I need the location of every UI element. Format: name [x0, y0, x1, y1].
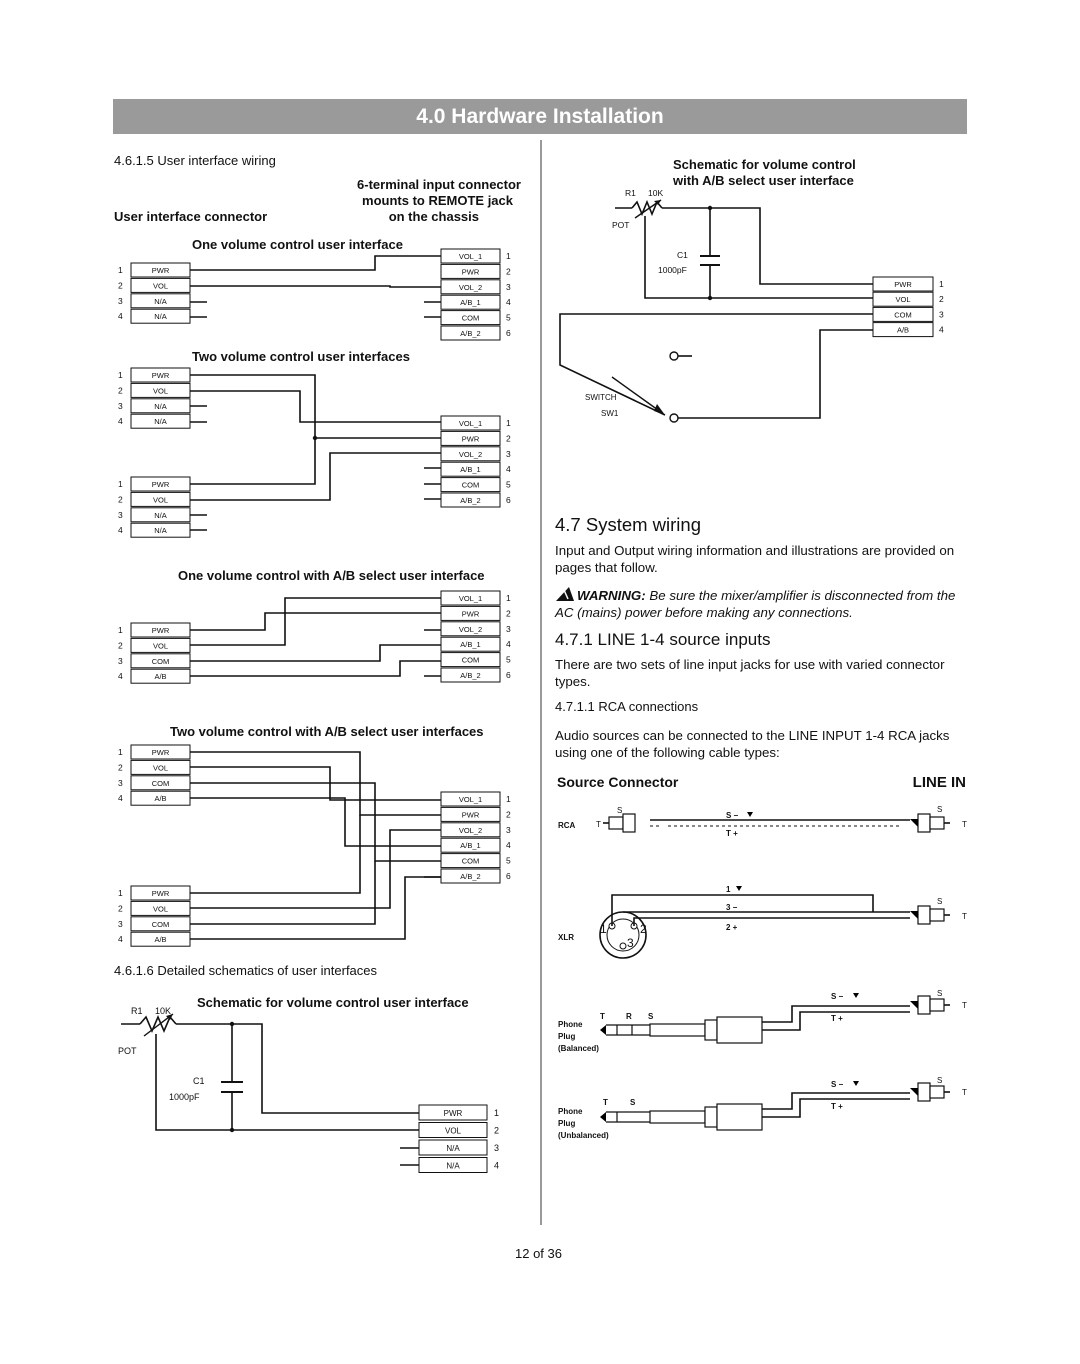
pin-number: 2: [494, 1125, 500, 1136]
pin-number: 1: [118, 888, 123, 898]
phone-bal-3: (Balanced): [558, 1044, 599, 1053]
pin-number: 4: [506, 464, 511, 475]
phone-sleeve: [650, 1111, 705, 1123]
pin-label: PWR: [894, 280, 912, 289]
lbl-t: T: [600, 1012, 605, 1021]
pin-number: 3: [118, 918, 123, 929]
phone-body: [717, 1104, 762, 1130]
pin-number: 3: [118, 655, 123, 666]
lbl-s: S: [617, 806, 623, 815]
pin-number: 3: [506, 281, 511, 292]
pin-label-vol1: VOL_1: [458, 252, 483, 261]
pin-label-ab1: A/B_1: [460, 640, 481, 650]
pin-label-pwr: PWR: [461, 434, 480, 444]
pin-label-com: COM: [151, 778, 170, 788]
pin-number: 2: [118, 762, 123, 773]
title-schematic-ab-line2: with A/B select user interface: [673, 173, 854, 188]
resistor-r1: [140, 1017, 176, 1031]
pin-label-vol1: VOL_1: [458, 419, 483, 428]
six-terminal-line2: mounts to REMOTE jack: [362, 193, 513, 208]
pin-number: 6: [506, 328, 511, 338]
pin-number: 1: [494, 1108, 500, 1118]
pot-label: POT: [118, 1046, 137, 1056]
sw1-label: SW1: [601, 409, 619, 418]
pin-number: 1: [506, 593, 511, 603]
pin-label-com: COM: [461, 480, 480, 490]
pin-number: 3: [118, 295, 123, 306]
pin-label: COM: [894, 310, 912, 320]
junction-dot: [230, 1128, 234, 1132]
wire-ab: [678, 330, 873, 418]
pin-label-com: COM: [151, 919, 170, 929]
wire-pwr-b: [190, 815, 360, 893]
lbl-t: T: [596, 820, 601, 829]
pin-label-ab2: A/B_2: [460, 329, 481, 338]
switch-contact-top: [670, 352, 678, 360]
pin-label-pwr: PWR: [151, 266, 170, 275]
pin-number: 2: [118, 903, 123, 914]
title-two-volume: Two volume control user interfaces: [192, 349, 410, 364]
phone-tip: [600, 1025, 606, 1035]
phone-unbal-1: Phone: [558, 1107, 583, 1116]
rca-plug-right: [930, 909, 944, 921]
lbl-s: S: [937, 805, 943, 814]
pin-label: N/A: [446, 1144, 460, 1153]
pin-number: 2: [118, 640, 123, 651]
rca-plug-right-collar: [918, 814, 930, 832]
pin-number: 3: [506, 824, 511, 835]
pin-label-pwr: PWR: [461, 267, 480, 277]
pin-label-na: N/A: [154, 510, 167, 520]
title-one-volume: One volume control user interface: [192, 237, 403, 252]
lbl-1: 1: [726, 885, 731, 894]
pin-label-vol: VOL: [152, 495, 169, 505]
rca-plug-right-collar: [918, 1083, 930, 1101]
pin-label-ab: A/B: [154, 794, 167, 804]
pin-number: 5: [506, 312, 511, 323]
wire-pot-pwr: [176, 1024, 420, 1113]
pin-label-na: N/A: [154, 401, 167, 411]
pin-number: 4: [118, 934, 123, 945]
pin-label: A/B: [896, 325, 910, 335]
wire-ab-a: [190, 798, 441, 846]
phone-bal-1: Phone: [558, 1020, 583, 1029]
pin-label-pwr: PWR: [151, 371, 170, 380]
lbl-r: R: [626, 1012, 632, 1021]
line-inputs-text: There are two sets of line input jacks for use with varied connector types.: [555, 657, 945, 689]
xlr-pin1: 1: [600, 922, 607, 936]
line-in-label: LINE IN: [912, 774, 966, 791]
pin-number: 1: [118, 265, 123, 275]
pin-number: 3: [118, 777, 123, 788]
pin-label-vol: VOL: [152, 904, 169, 914]
pin-number: 2: [506, 266, 511, 277]
section-heading-detailed: 4.6.1.6 Detailed schematics of user interfaces: [114, 963, 378, 978]
pin-label-com: COM: [461, 856, 480, 866]
page-number: 12 of 36: [515, 1246, 562, 1261]
arrow: [853, 993, 859, 998]
switch-contact-bottom: [670, 414, 678, 422]
xlr-pin: [620, 943, 626, 949]
pin-number: 6: [506, 495, 511, 505]
pin-label-pwr: PWR: [151, 626, 170, 635]
pin-number: 6: [506, 670, 511, 680]
pin-number: 4: [506, 639, 511, 650]
ui-connector-label: User interface connector: [114, 209, 268, 224]
lbl-t-plus: T +: [831, 1102, 843, 1111]
pin-label-vol1: VOL_1: [458, 594, 483, 603]
cap-label: 1000pF: [169, 1092, 200, 1102]
switch-label: SWITCH: [585, 393, 617, 402]
pin-number: 4: [118, 311, 123, 322]
pin-label-vol2: VOL_2: [458, 825, 483, 835]
phone-collar: [705, 1020, 717, 1040]
lbl-s: S: [937, 897, 943, 906]
pin-number: 1: [118, 370, 123, 380]
rca-tip: [910, 1001, 918, 1009]
wire-vol: [190, 286, 441, 287]
pin-label: VOL: [444, 1126, 462, 1136]
phone-bal-2: Plug: [558, 1032, 576, 1041]
pin-label-com: COM: [461, 313, 480, 323]
pin-label-ab2: A/B_2: [460, 671, 481, 680]
r10k-label: 10K: [155, 1006, 172, 1016]
pin-label-vol2: VOL_2: [458, 624, 483, 634]
lbl-t: T: [603, 1098, 608, 1107]
pin-label-na: N/A: [154, 296, 167, 306]
pin-number: 2: [939, 294, 944, 305]
c1-label: C1: [677, 250, 688, 260]
rca-plug-right: [930, 1086, 944, 1098]
pin-label-vol: VOL: [152, 641, 169, 651]
pin-label-ab: A/B: [154, 935, 167, 945]
title-schematic-ab-line1: Schematic for volume control: [673, 157, 856, 172]
pin-number: 2: [118, 385, 123, 396]
pin-number: 2: [506, 433, 511, 444]
xlr-pin2: 2: [640, 922, 647, 936]
pin-number: 4: [118, 793, 123, 804]
pin-label-vol: VOL: [152, 281, 169, 291]
pin-number: 5: [506, 479, 511, 490]
six-terminal-line1: 6-terminal input connector: [357, 177, 521, 192]
wire-pwr-b: [190, 438, 315, 484]
pin-label-com: COM: [461, 655, 480, 665]
pin-number: 2: [118, 280, 123, 291]
pin-number: 4: [118, 671, 123, 682]
pin-number: 3: [118, 400, 123, 411]
pin-label-ab2: A/B_2: [460, 872, 481, 881]
rca-tip: [910, 819, 918, 827]
lbl-t: T: [962, 912, 967, 921]
junction-dot: [708, 296, 712, 300]
xlr-wire-2: [634, 918, 910, 926]
pin-label: VOL: [895, 295, 911, 305]
c1-label: C1: [193, 1076, 205, 1086]
pin-number: 4: [506, 297, 511, 308]
pin-label-vol: VOL: [152, 763, 169, 773]
pin-label-pwr: PWR: [461, 810, 480, 820]
rca-tip: [910, 911, 918, 919]
lbl-s: S: [630, 1098, 636, 1107]
wire-com-a: [190, 783, 441, 861]
pin-label-na: N/A: [154, 312, 167, 322]
pin-label-pwr: PWR: [151, 480, 170, 489]
pin-number: 1: [506, 251, 511, 261]
section-heading-ui-wiring: 4.6.1.5 User interface wiring: [114, 153, 276, 168]
warning-body: Be sure the mixer/amplifier is disconnected from the AC (mains) power before making any connections.: [555, 588, 956, 620]
wire-pwr-a: [190, 375, 441, 438]
wire-vol: [190, 598, 441, 645]
wire-pwr: [190, 256, 441, 270]
wire-pot-pwr: [662, 208, 873, 284]
wire-com: [190, 645, 441, 661]
cap-label: 1000pF: [658, 265, 687, 275]
pin-label-ab1: A/B_1: [460, 465, 481, 475]
rca-plug-right-collar: [918, 906, 930, 924]
pin-number: 3: [494, 1143, 500, 1153]
rca-plug-left-collar: [623, 814, 635, 832]
pin-label-pwr: PWR: [151, 889, 170, 898]
rca-plug-right: [930, 999, 944, 1011]
pin-number: 3: [506, 623, 511, 634]
pin-number: 4: [118, 416, 123, 427]
lbl-3-minus: 3 −: [726, 903, 738, 912]
heading-line-inputs: 4.7.1 LINE 1-4 source inputs: [555, 630, 771, 649]
lbl-t: T: [962, 1001, 967, 1010]
six-terminal-line3: on the chassis: [388, 209, 479, 224]
pin-label-na: N/A: [154, 526, 167, 536]
lbl-2-plus: 2 +: [726, 923, 738, 932]
xlr-pin3: 3: [627, 936, 634, 950]
rca-text: Audio sources can be connected to the LINE INPUT 1-4 RCA jacks using one of the following cable types:: [555, 728, 950, 760]
pin-label-pwr: PWR: [151, 748, 170, 757]
pin-label: N/A: [446, 1161, 460, 1171]
pin-label: PWR: [443, 1109, 463, 1118]
lbl-s: S: [937, 1076, 943, 1085]
title-two-volume-ab: Two volume control with A/B select user interfaces: [170, 724, 484, 739]
pin-number: 4: [118, 525, 123, 536]
lbl-t: T: [962, 820, 967, 829]
phone-sleeve: [650, 1024, 705, 1036]
wire-ab: [190, 661, 441, 676]
pin-label-ab1: A/B_1: [460, 298, 481, 308]
pin-number: 4: [939, 324, 944, 335]
arrow: [747, 812, 753, 817]
pin-label-ab2: A/B_2: [460, 496, 481, 505]
cable-label-rca: RCA: [558, 821, 576, 830]
rca-plug-right-collar: [918, 996, 930, 1014]
lbl-s-minus: S −: [726, 811, 739, 820]
pin-number: 1: [939, 279, 944, 289]
pin-number: 5: [506, 855, 511, 866]
lbl-s: S: [648, 1012, 654, 1021]
heading-rca-connections: 4.7.1.1 RCA connections: [555, 699, 699, 714]
pin-label-ab1: A/B_1: [460, 841, 481, 851]
pin-number: 1: [118, 625, 123, 635]
phone-unbal-2: Plug: [558, 1119, 576, 1128]
xlr-wire-1: [612, 895, 873, 926]
r1-label: R1: [131, 1006, 143, 1016]
pin-number: 2: [506, 608, 511, 619]
warning-label: WARNING:: [577, 588, 646, 603]
phone-collar: [705, 1107, 717, 1127]
heading-system-wiring: 4.7 System wiring: [555, 514, 701, 535]
arrow: [736, 886, 742, 891]
source-connector-label: Source Connector: [557, 774, 679, 790]
pin-number: 4: [506, 840, 511, 851]
pot-label: POT: [612, 220, 630, 230]
pin-number: 1: [506, 794, 511, 804]
rca-plug-right: [930, 817, 944, 829]
pin-label-vol: VOL: [152, 386, 169, 396]
system-wiring-text: Input and Output wiring information and illustrations are provided on pages that follow.: [555, 543, 955, 575]
pin-label-vol1: VOL_1: [458, 795, 483, 804]
title-one-volume-ab: One volume control with A/B select user interface: [178, 568, 485, 583]
pin-number: 2: [118, 494, 123, 505]
pin-number: 3: [939, 309, 944, 320]
lbl-t-plus: T +: [831, 1014, 843, 1023]
cable-label-xlr: XLR: [558, 933, 574, 942]
pin-number: 1: [506, 418, 511, 428]
lbl-s-minus: S −: [831, 1080, 844, 1089]
r10k-label: 10K: [648, 188, 664, 198]
pin-number: 1: [118, 747, 123, 757]
lbl-t: T: [962, 1088, 967, 1097]
arrow: [853, 1081, 859, 1086]
pin-label-vol2: VOL_2: [458, 449, 483, 459]
wire-vol-b: [190, 830, 441, 908]
pin-label-ab: A/B: [154, 672, 167, 682]
rca-tip: [910, 1088, 918, 1096]
pin-label-com: COM: [151, 656, 170, 666]
lbl-s-minus: S −: [831, 992, 844, 1001]
pin-number: 2: [506, 809, 511, 820]
switch-arrow: [654, 404, 665, 415]
junction-dot: [708, 206, 712, 210]
lbl-s: S: [937, 989, 943, 998]
pin-label-pwr: PWR: [461, 609, 480, 619]
pin-label-vol2: VOL_2: [458, 282, 483, 292]
wire-pwr: [190, 613, 441, 630]
rca-plug-left: [609, 817, 623, 829]
title-schematic-volume: Schematic for volume control user interface: [197, 995, 469, 1010]
lbl-t-plus: T +: [726, 829, 738, 838]
pin-number: 3: [118, 509, 123, 520]
junction-dot: [230, 1022, 234, 1026]
pin-label-na: N/A: [154, 417, 167, 427]
page-title-banner: 4.0 Hardware Installation: [113, 99, 967, 134]
phone-unbal-3: (Unbalanced): [558, 1131, 609, 1140]
phone-tip: [600, 1112, 606, 1122]
junction-dot: [313, 436, 317, 440]
pin-number: 5: [506, 654, 511, 665]
pin-number: 6: [506, 871, 511, 881]
pin-number: 3: [506, 448, 511, 459]
r1-label: R1: [625, 188, 636, 198]
phone-body: [717, 1017, 762, 1043]
pin-number: 1: [118, 479, 123, 489]
pin-number: 4: [494, 1160, 500, 1171]
